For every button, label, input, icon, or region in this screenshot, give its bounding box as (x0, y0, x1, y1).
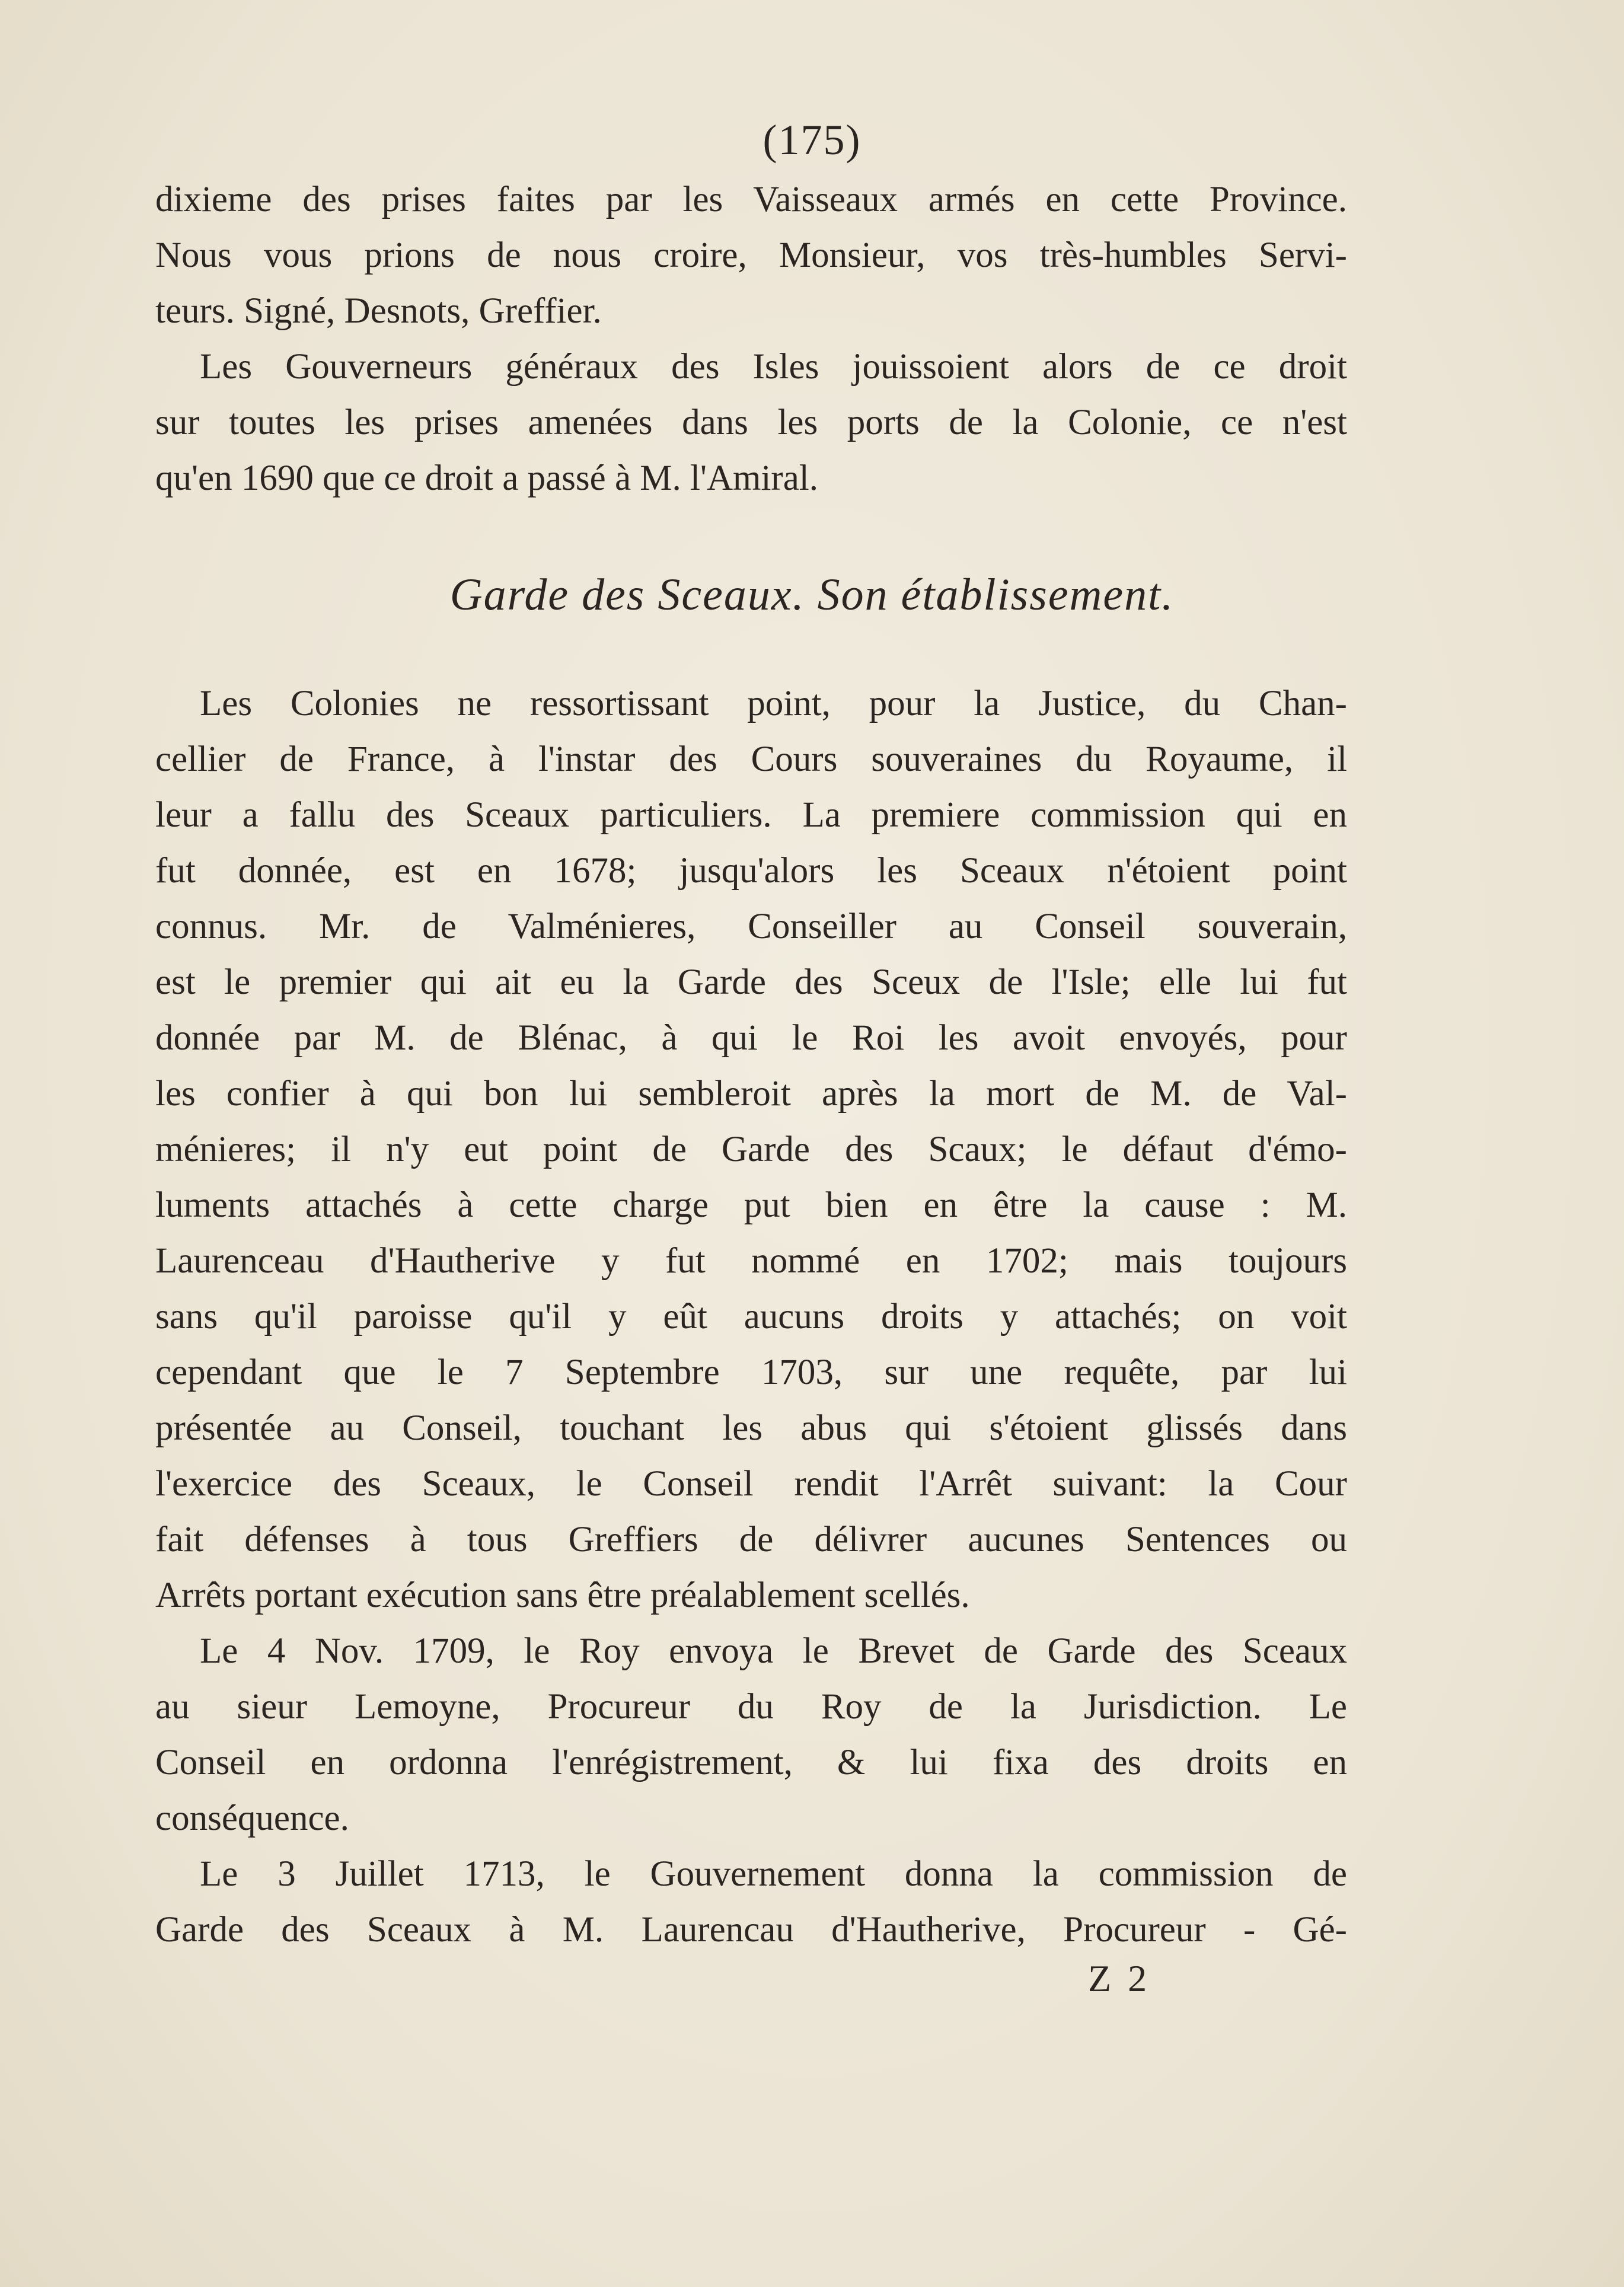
text-line: Les Gouverneurs généraux des Isles jouissoient alors de ce droit (200, 347, 1347, 387)
text-line: luments attachés à cette charge put bien en être la cause : M. (155, 1185, 1347, 1225)
page-number: (175) (762, 116, 862, 164)
paragraph-letter-end (155, 172, 1347, 506)
text-line: leur a fallu des Sceaux particuliers. La premiere commission qui en (155, 795, 1347, 835)
paragraph-garde-des-sceaux (155, 676, 1347, 1958)
text-line: Laurenceau d'Hautherive y fut nommé en 1702; mais toujours (155, 1241, 1347, 1281)
text-line: conséquence. (155, 1798, 349, 1838)
text-line: fut donnée, est en 1678; jusqu'alors les Sceaux n'étoient point (155, 851, 1347, 891)
text-line: Nous vous prions de nous croire, Monsieur, vos très-humbles Servi- (155, 235, 1347, 275)
text-line: présentée au Conseil, touchant les abus qui s'étoient glissés dans (155, 1408, 1347, 1448)
text-line: sur toutes les prises amenées dans les ports de la Colonie, ce n'est (155, 403, 1347, 442)
text-line: cependant que le 7 Septembre 1703, sur une requête, par lui (155, 1353, 1347, 1392)
text-line: au sieur Lemoyne, Procureur du Roy de la Jurisdiction. Le (155, 1687, 1347, 1727)
signature-mark: Z 2 (1088, 1957, 1151, 1999)
text-line: qu'en 1690 que ce droit a passé à M. l'Amiral. (155, 458, 818, 498)
text-line: cellier de France, à l'instar des Cours souveraines du Royaume, il (155, 739, 1347, 779)
text-line: Conseil en ordonna l'enrégistrement, & lui fixa des droits en (155, 1743, 1347, 1782)
text-line: Garde des Sceaux à M. Laurencau d'Hautherive, Procureur - Gé- (155, 1910, 1347, 1950)
section-heading: Garde des Sceaux. Son établissement. (449, 570, 1175, 620)
text-line: connus. Mr. de Valménieres, Conseiller au Conseil souverain, (155, 907, 1347, 946)
text-line: fait défenses à tous Greffiers de délivrer aucunes Sentences ou (155, 1520, 1347, 1559)
text-line: est le premier qui ait eu la Garde des Sceux de l'Isle; elle lui fut (155, 962, 1347, 1002)
text-line: l'exercice des Sceaux, le Conseil rendit l'Arrêt suivant: la Cour (155, 1464, 1347, 1504)
text-line: Arrêts portant exécution sans être préalablement scellés. (155, 1575, 970, 1615)
text-line: dixieme des prises faites par les Vaisseaux armés en cette Province. (155, 180, 1347, 219)
text-line: Les Colonies ne ressortissant point, pour la Justice, du Chan- (200, 684, 1347, 723)
text-line: donnée par M. de Blénac, à qui le Roi les avoit envoyés, pour (155, 1018, 1347, 1058)
text-line: Le 4 Nov. 1709, le Roy envoya le Brevet de Garde des Sceaux (200, 1631, 1347, 1671)
text-line: sans qu'il paroisse qu'il y eût aucuns droits y attachés; on voit (155, 1297, 1347, 1337)
text-line: les confier à qui bon lui sembleroit après la mort de M. de Val- (155, 1074, 1347, 1114)
text-line: teurs. Signé, Desnots, Greffier. (155, 291, 602, 331)
text-line: Le 3 Juillet 1713, le Gouvernement donna la commission de (200, 1854, 1347, 1894)
text-line: ménieres; il n'y eut point de Garde des Scaux; le défaut d'émo- (155, 1130, 1347, 1169)
